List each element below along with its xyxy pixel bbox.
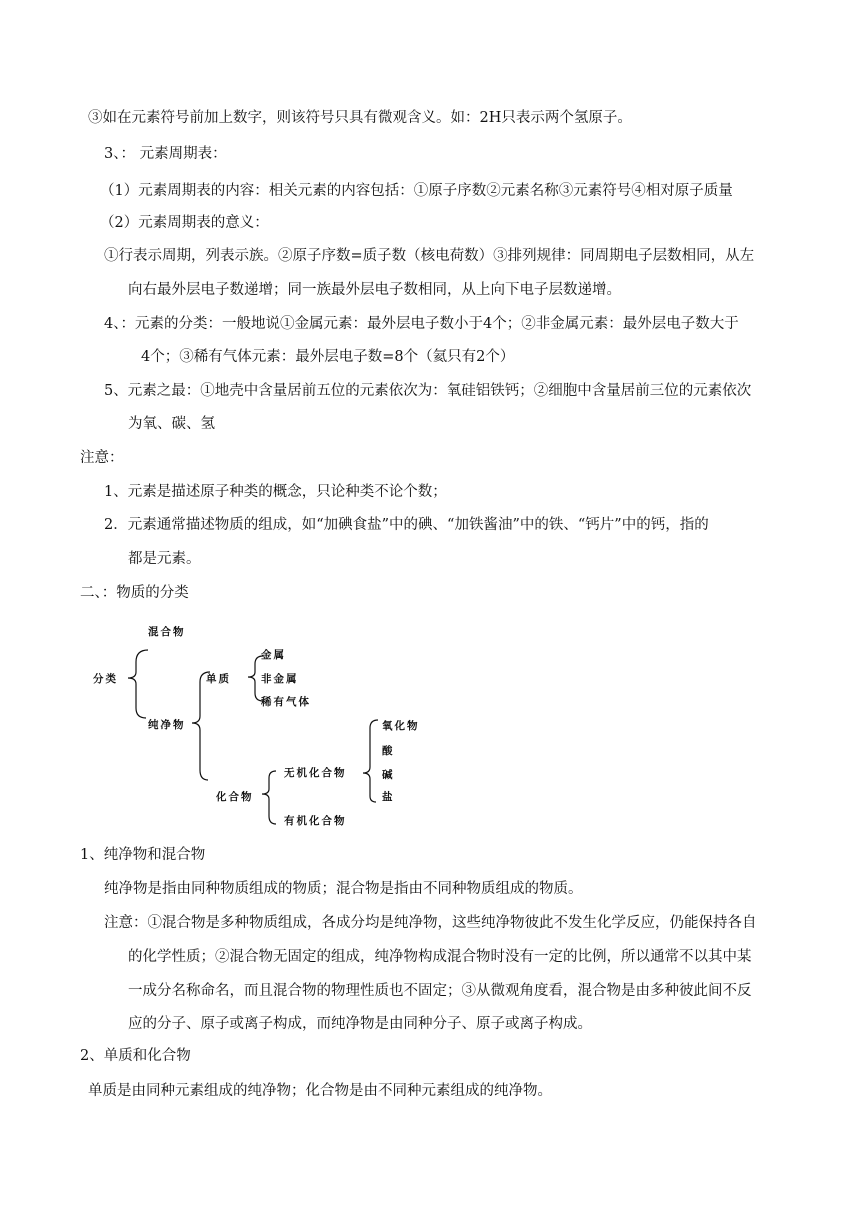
text-line: ③如在元素符号前加上数字，则该符号只具有微观含义。如：2H只表示两个氢原子。 (88, 110, 632, 126)
node-oxide: 氧化物 (382, 720, 420, 732)
text-line: 注意：①混合物是多种物质组成，各成分均是纯净物，这些纯净物彼此不发生化学反应，仍能保持各自 (104, 915, 757, 931)
node-organic: 有机化合物 (284, 815, 347, 827)
brace-classify (128, 650, 148, 718)
text-line: 单质是由同种元素组成的纯净物；化合物是由不同种元素组成的纯净物。 (88, 1083, 552, 1099)
node-salt: 盐 (382, 791, 395, 803)
node-pure: 纯净物 (148, 719, 186, 731)
text-line: 5、元素之最：①地壳中含量居前五位的元素依次为：氧硅铝铁钙；②细胞中含量居前三位的元素依次 (104, 383, 752, 399)
section-heading: 1、纯净物和混合物 (80, 847, 206, 863)
text-line: 的化学性质；②混合物无固定的组成，纯净物构成混合物时没有一定的比例，所以通常不以其中某 (128, 949, 752, 965)
section-heading: 2、单质和化合物 (80, 1048, 191, 1064)
node-nonmetal: 非金属 (261, 673, 299, 685)
text-line: 1、元素是描述原子种类的概念，只论种类不论个数； (104, 484, 447, 500)
node-mixture: 混合物 (148, 626, 186, 638)
brace-inorganic (363, 720, 378, 802)
text-line: 应的分子、原子或离子构成，而纯净物是由同种分子、原子或离子构成。 (128, 1016, 592, 1032)
section-heading: 3、： 元素周期表： (104, 146, 227, 162)
text-line: 为氧、碳、氢 (128, 416, 215, 432)
text-line: 纯净物是指由同种物质组成的物质；混合物是指由不同种物质组成的物质。 (104, 881, 583, 897)
brace-pure (192, 672, 210, 780)
node-element-substance: 单质 (206, 673, 231, 685)
text-line: 4个；③稀有气体元素：最外层电子数=8个（氦只有2个） (141, 349, 515, 365)
node-inorganic: 无机化合物 (284, 767, 347, 779)
text-line: 向右最外层电子数递增；同一族最外层电子数相同，从上向下电子层数递增。 (128, 282, 621, 298)
classification-tree (88, 620, 438, 835)
node-noble-gas: 稀有气体 (261, 696, 311, 708)
brace-compound (262, 771, 276, 824)
node-base: 碱 (382, 769, 395, 781)
text-line: 4、：元素的分类：一般地说①金属元素：最外层电子数小于4个；②非金属元素：最外层电子数大于 (104, 316, 739, 332)
text-line: ①行表示周期，列表示族。②原子序数=质子数（核电荷数）③排列规律：同周期电子层数相同，从左 (104, 248, 755, 264)
text-line: 2．元素通常描述物质的组成，如“加碘食盐”中的碘、“加铁酱油”中的铁、“钙片”中的钙，指的 (104, 517, 709, 533)
section-heading: 二、：物质的分类 (80, 585, 189, 601)
node-acid: 酸 (382, 745, 395, 757)
text-line: （1）元素周期表的内容：相关元素的内容包括：①原子序数②元素名称③元素符号④相对原子质量 (100, 183, 733, 199)
text-line: 一成分名称命名，而且混合物的物理性质也不固定；③从微观角度看，混合物是由多种彼此间不反 (128, 983, 752, 999)
node-metal: 金属 (261, 649, 286, 661)
text-line: 都是元素。 (128, 551, 201, 567)
node-compound: 化合物 (216, 791, 254, 803)
note-heading: 注意： (80, 450, 124, 466)
text-line: （2）元素周期表的意义： (100, 215, 269, 231)
node-classify: 分类 (93, 673, 118, 685)
